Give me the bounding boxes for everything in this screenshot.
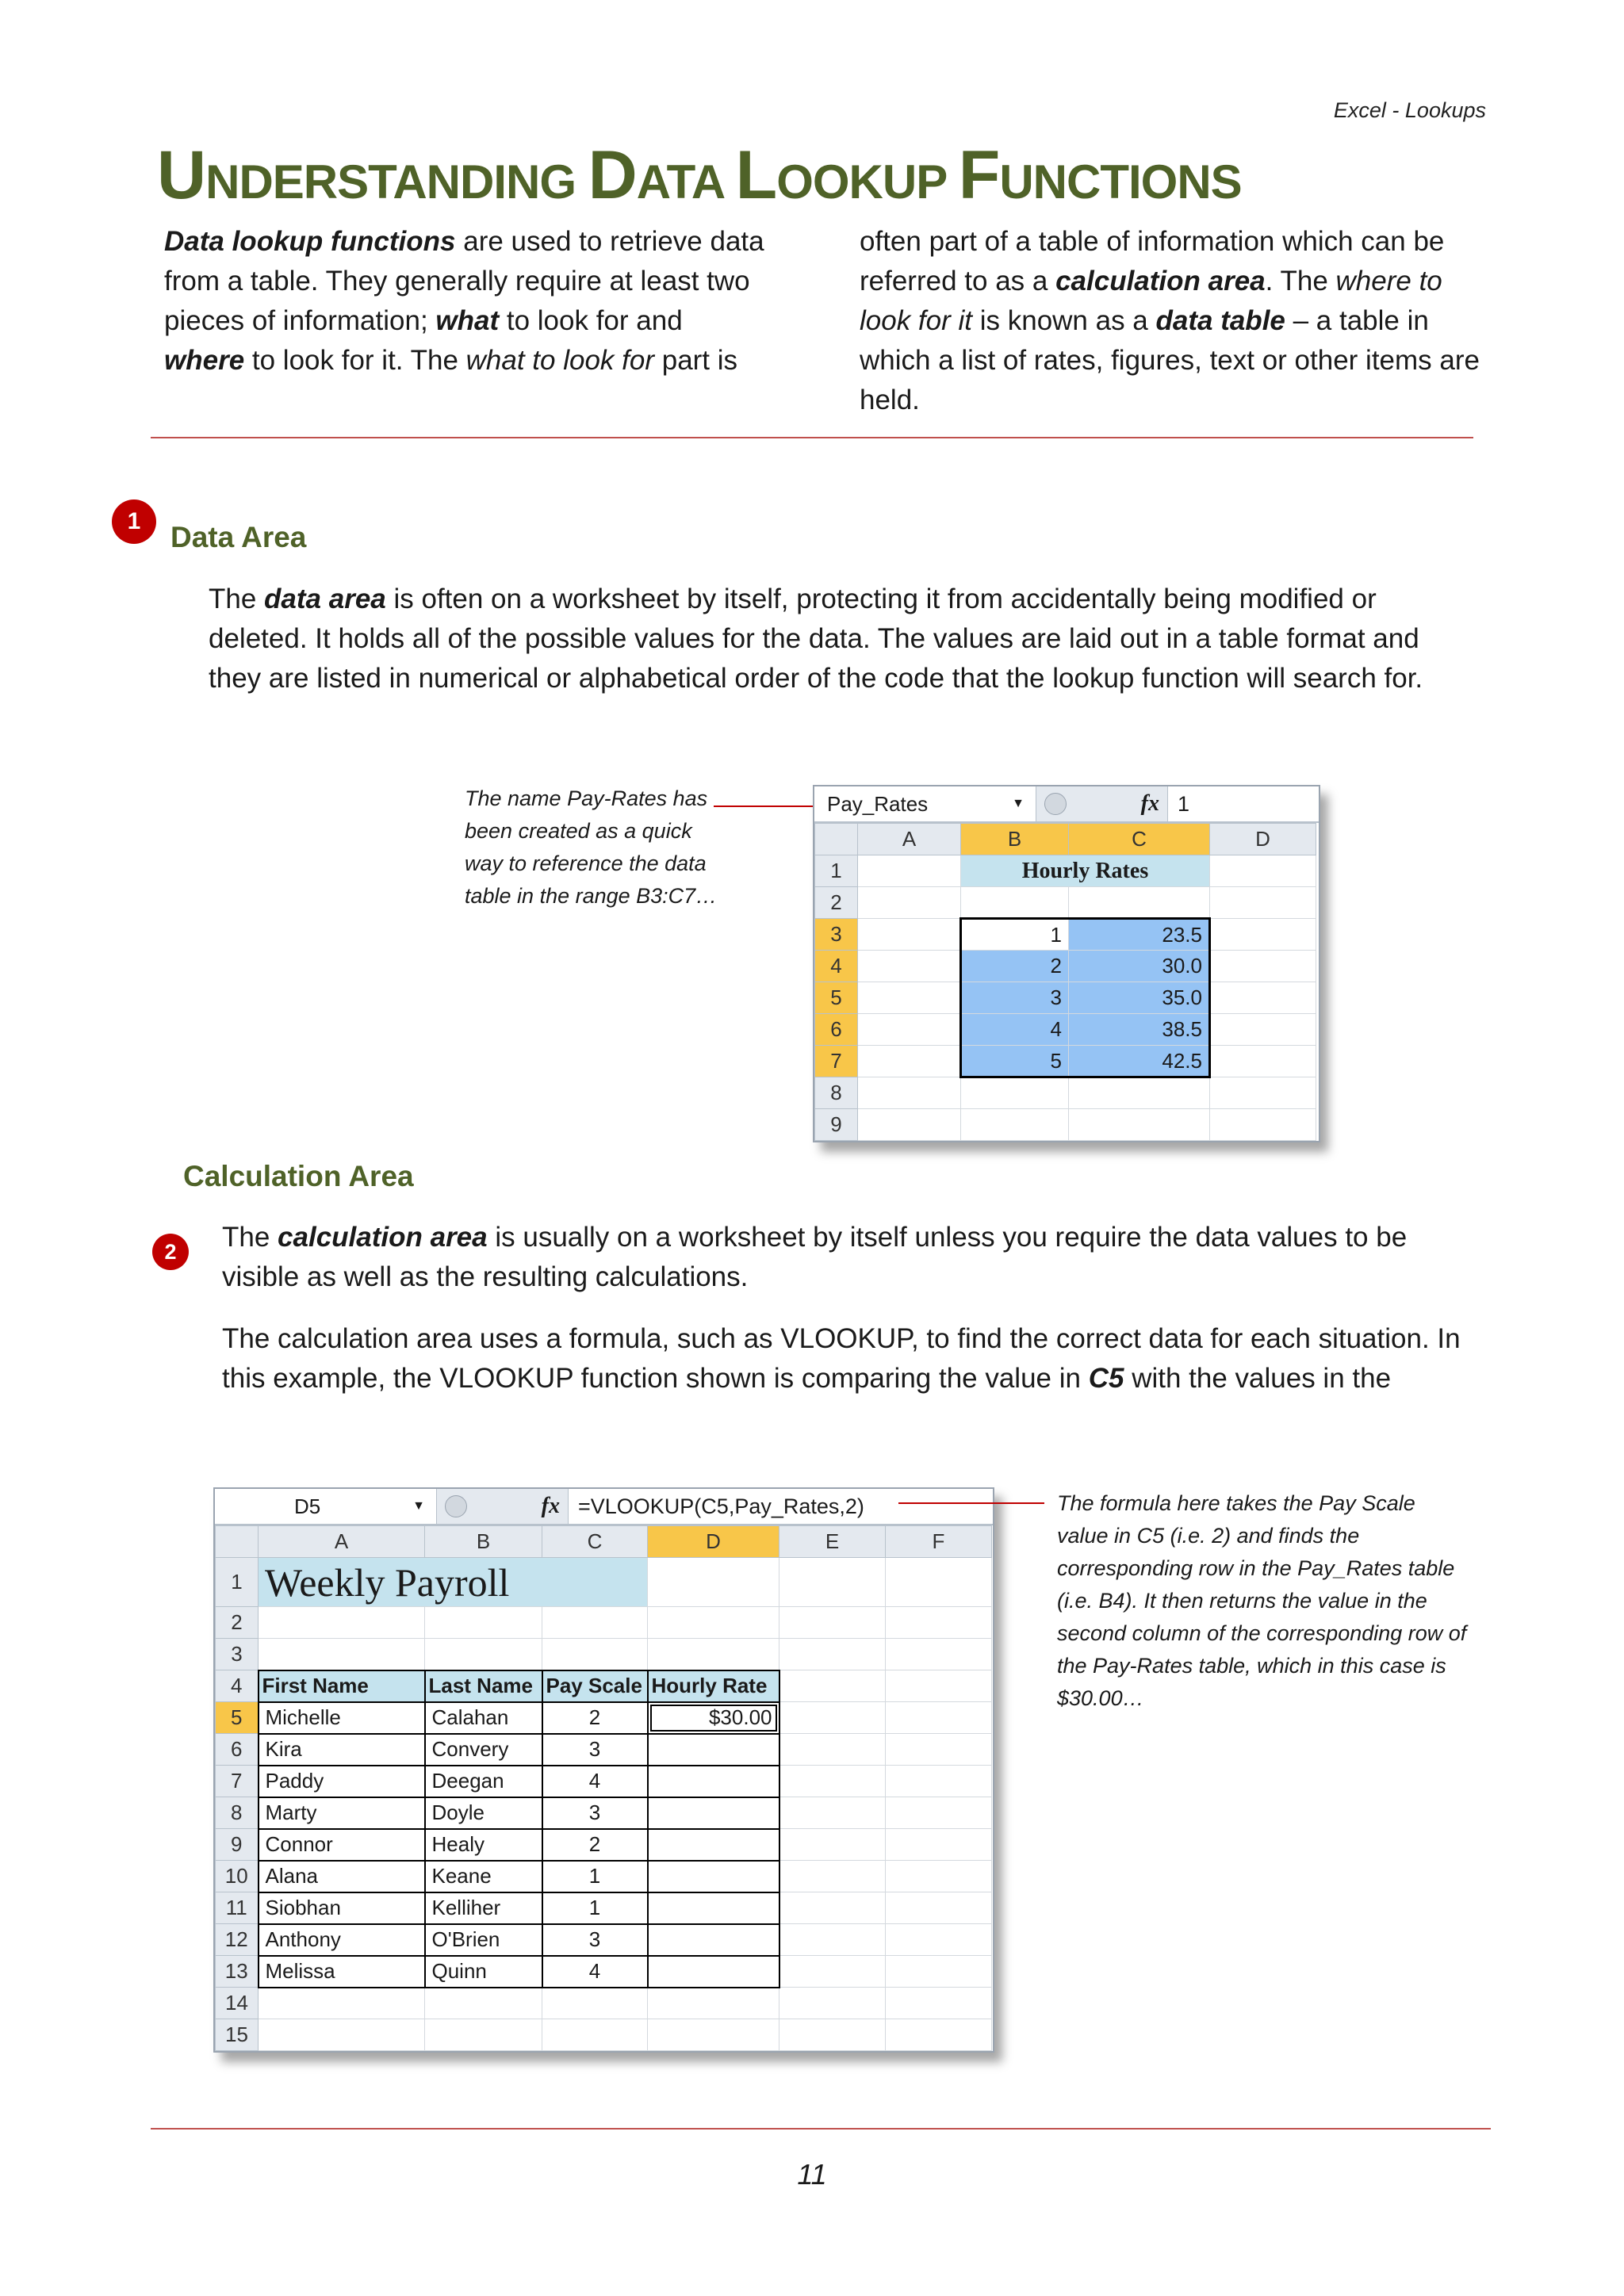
pay-scale-cell[interactable]: 3	[542, 1924, 648, 1956]
section-heading-data-area: Data Area	[170, 521, 307, 553]
cell[interactable]	[886, 1829, 992, 1861]
cell[interactable]	[259, 1607, 425, 1639]
text-run: data area	[264, 584, 386, 614]
pay-scale-cell[interactable]: 1	[542, 1892, 648, 1924]
table-row	[216, 1734, 992, 1766]
pay-scale-cell[interactable]: 2	[542, 1829, 648, 1861]
cell[interactable]	[1210, 887, 1316, 919]
hourly-rate-cell[interactable]: $30.00	[648, 1702, 779, 1734]
cell[interactable]	[858, 887, 961, 919]
last-name-cell[interactable]: Deegan	[425, 1766, 542, 1797]
table-row	[216, 1829, 992, 1861]
table-title-cell[interactable]: Hourly Rates	[961, 855, 1210, 887]
last-name-cell[interactable]: Healy	[425, 1829, 542, 1861]
first-name-cell[interactable]: Anthony	[259, 1924, 425, 1956]
cell[interactable]	[779, 1924, 886, 1956]
text-run: to look for and	[499, 305, 683, 336]
cell[interactable]	[961, 887, 1069, 919]
cell[interactable]: 1	[961, 919, 1069, 951]
pay-scale-cell[interactable]: 4	[542, 1766, 648, 1797]
title-rest: NDERSTANDING	[205, 155, 588, 209]
first-name-cell[interactable]: Connor	[259, 1829, 425, 1861]
cell[interactable]	[259, 1639, 425, 1670]
worksheet-grid	[814, 823, 1316, 1141]
title-initial: L	[735, 137, 777, 213]
name-box-value: Pay_Rates	[827, 791, 929, 816]
table-row	[815, 1014, 1316, 1046]
cell[interactable]	[886, 1892, 992, 1924]
row-header[interactable]: 9	[815, 1109, 858, 1141]
cell[interactable]: 2	[961, 951, 1069, 982]
last-name-cell[interactable]: Convery	[425, 1734, 542, 1766]
text-run: where	[164, 345, 245, 376]
first-name-cell[interactable]: Kira	[259, 1734, 425, 1766]
text-run: is often on a worksheet by itself, protecting it from accidentally being modified or deleted. It holds all of the possible values for the data. The values are laid out in a table format and they are listed in numerical or alphabetical order of the code that the lookup function will search for.	[209, 584, 1423, 694]
text-run: part is	[654, 345, 738, 376]
cell[interactable]	[779, 1702, 886, 1734]
text-run: C5	[1088, 1363, 1124, 1394]
resize-handle-icon[interactable]	[1044, 793, 1067, 815]
hourly-rate-cell[interactable]	[648, 1956, 779, 1988]
dropdown-arrow-icon[interactable]: ▼	[412, 1499, 425, 1513]
text-run: to look for it. The	[244, 345, 466, 376]
text-run: The	[222, 1222, 278, 1253]
hourly-rate-cell[interactable]	[648, 1924, 779, 1956]
cell[interactable]	[425, 1607, 542, 1639]
cell[interactable]	[779, 1639, 886, 1670]
worksheet-grid	[215, 1525, 992, 2051]
first-name-cell[interactable]: Marty	[259, 1797, 425, 1829]
row-header[interactable]: 8	[815, 1077, 858, 1109]
row-header[interactable]: 15	[216, 2019, 259, 2051]
cell[interactable]	[1210, 982, 1316, 1014]
text-run: what	[435, 305, 500, 336]
cell[interactable]	[425, 1988, 542, 2019]
select-all-corner[interactable]	[815, 824, 858, 855]
row-header[interactable]: 5	[815, 982, 858, 1014]
cell[interactable]	[259, 2019, 425, 2051]
row-header[interactable]: 13	[216, 1956, 259, 1988]
cell[interactable]	[779, 1892, 886, 1924]
cell[interactable]	[425, 2019, 542, 2051]
calculation-area-paragraph-2	[222, 1319, 1491, 1399]
cell[interactable]	[886, 1956, 992, 1988]
table-row	[216, 1702, 992, 1734]
cell[interactable]	[542, 1988, 648, 2019]
cell[interactable]	[542, 1607, 648, 1639]
pay-scale-cell[interactable]: 4	[542, 1956, 648, 1988]
cell[interactable]	[779, 1956, 886, 1988]
cell[interactable]	[858, 1014, 961, 1046]
row-header[interactable]: 3	[216, 1639, 259, 1670]
formula-input[interactable]: =VLOOKUP(C5,Pay_Rates,2)	[578, 1494, 864, 1518]
cell[interactable]	[961, 1109, 1069, 1141]
text-run: what to look for	[465, 345, 654, 376]
pay-rates-spreadsheet	[813, 785, 1320, 1142]
row-header[interactable]: 4	[216, 1670, 259, 1702]
row-header[interactable]: 2	[216, 1607, 259, 1639]
title-rest: OOKUP	[776, 155, 959, 209]
cell[interactable]: 4	[961, 1014, 1069, 1046]
calculation-area-paragraph-1	[222, 1218, 1491, 1297]
text-run: with the values in the	[1124, 1363, 1392, 1394]
row-header[interactable]: 4	[815, 951, 858, 982]
name-box-value: D5	[294, 1494, 321, 1518]
cell[interactable]	[1210, 951, 1316, 982]
table-row	[815, 855, 1316, 887]
column-title-cell[interactable]: First Name	[259, 1670, 425, 1702]
formula-bar	[215, 1489, 993, 1525]
cell[interactable]	[779, 1829, 886, 1861]
row-header[interactable]: 7	[815, 1046, 858, 1077]
cell[interactable]	[779, 1988, 886, 2019]
select-all-corner[interactable]	[216, 1526, 259, 1558]
pay-scale-cell[interactable]: 3	[542, 1797, 648, 1829]
vlookup-callout: The formula here takes the Pay Scale value in C5 (i.e. 2) and finds the corresponding row in the Pay_Rates table (i.e. B4). It then returns the value in the second column of the corresponding row of the Pay-Rates table, which in this case is $30.00…	[1057, 1491, 1467, 1710]
step-badge-2: 2	[152, 1234, 189, 1270]
text-run: is usually on a worksheet by itself unless you require the data values to be visible as well as the resulting calculations.	[222, 1222, 1408, 1292]
table-row	[815, 1046, 1316, 1077]
row-header[interactable]: 7	[216, 1766, 259, 1797]
row-header[interactable]: 10	[216, 1861, 259, 1892]
intro-left-column	[164, 222, 767, 381]
row-header[interactable]: 2	[815, 887, 858, 919]
pay-scale-cell[interactable]: 3	[542, 1734, 648, 1766]
row-header[interactable]: 1	[815, 855, 858, 887]
table-row	[815, 1109, 1316, 1141]
last-name-cell[interactable]: Doyle	[425, 1797, 542, 1829]
pay-scale-cell[interactable]: 2	[542, 1702, 648, 1734]
header-tag: Excel - Lookups	[1333, 98, 1486, 122]
pay-rates-callout: The name Pay-Rates has been created as a quick way to reference the data table in the range B3:C7…	[465, 786, 718, 908]
cell[interactable]	[858, 1077, 961, 1109]
cell[interactable]: 30.0	[1069, 951, 1210, 982]
cell[interactable]	[779, 1734, 886, 1766]
title-initial: U	[157, 137, 206, 213]
cell[interactable]: 23.5	[1069, 919, 1210, 951]
hourly-rate-cell[interactable]	[648, 1892, 779, 1924]
text-run: are used to retrieve data from a table. They generally require at least two pieces of information;	[164, 226, 764, 336]
cell[interactable]	[886, 1797, 992, 1829]
text-run: where to look for it	[860, 266, 1442, 336]
cell[interactable]	[648, 1607, 779, 1639]
cell[interactable]	[779, 1797, 886, 1829]
title-initial: D	[588, 137, 637, 213]
cell[interactable]	[886, 1702, 992, 1734]
text-run: data table	[1155, 305, 1285, 336]
column-header-D[interactable]: D	[1210, 824, 1316, 855]
cell[interactable]	[886, 1861, 992, 1892]
step-badge-1: 1	[112, 499, 156, 544]
section-divider	[151, 437, 1473, 438]
text-run: is known as a	[972, 305, 1156, 336]
cell[interactable]	[886, 1607, 992, 1639]
table-row	[815, 887, 1316, 919]
cell[interactable]	[1069, 887, 1210, 919]
name-box[interactable]	[215, 1489, 437, 1524]
text-run: calculation area	[1055, 266, 1266, 297]
last-name-cell[interactable]: Kelliher	[425, 1892, 542, 1924]
row-header[interactable]: 1	[216, 1558, 259, 1607]
cell[interactable]	[858, 1046, 961, 1077]
last-name-cell[interactable]: Quinn	[425, 1956, 542, 1988]
column-header-C[interactable]: C	[542, 1526, 648, 1558]
page-title	[157, 137, 1242, 213]
cell[interactable]	[1210, 1014, 1316, 1046]
function-area	[437, 1489, 569, 1524]
column-title-cell[interactable]: Last Name	[425, 1670, 542, 1702]
cell[interactable]: 3	[961, 982, 1069, 1014]
first-name-cell[interactable]: Paddy	[259, 1766, 425, 1797]
row-header[interactable]: 3	[815, 919, 858, 951]
table-row	[815, 951, 1316, 982]
cell[interactable]	[886, 1988, 992, 2019]
cell[interactable]	[961, 1077, 1069, 1109]
callout-pointer-line-2	[898, 1502, 1044, 1504]
column-header-E[interactable]: E	[779, 1526, 886, 1558]
table-row	[815, 919, 1316, 951]
cell[interactable]	[779, 2019, 886, 2051]
section-heading-calculation-area: Calculation Area	[183, 1160, 414, 1192]
row-header[interactable]: 8	[216, 1797, 259, 1829]
text-run: calculation area	[278, 1222, 488, 1253]
cell[interactable]: 42.5	[1069, 1046, 1210, 1077]
column-header-B[interactable]: B	[961, 824, 1069, 855]
data-area-paragraph	[209, 580, 1477, 698]
column-title-cell[interactable]: Hourly Rate	[648, 1670, 779, 1702]
column-header-A[interactable]: A	[858, 824, 961, 855]
cell[interactable]: 5	[961, 1046, 1069, 1077]
table-row	[216, 1924, 992, 1956]
cell[interactable]	[1210, 855, 1316, 887]
row-header[interactable]: 6	[216, 1734, 259, 1766]
cell[interactable]	[858, 919, 961, 951]
cell[interactable]	[858, 1109, 961, 1141]
cell[interactable]	[886, 1734, 992, 1766]
cell[interactable]	[648, 1988, 779, 2019]
table-row	[216, 1861, 992, 1892]
column-header-C[interactable]: C	[1069, 824, 1210, 855]
hourly-rate-cell[interactable]	[648, 1797, 779, 1829]
table-row	[216, 1766, 992, 1797]
title-rest: ATA	[636, 155, 736, 209]
intro-right-column	[860, 222, 1494, 420]
cell[interactable]	[542, 2019, 648, 2051]
cell[interactable]: 38.5	[1069, 1014, 1210, 1046]
cell[interactable]	[779, 1670, 886, 1702]
cell[interactable]	[886, 1924, 992, 1956]
text-run: often part of a table of information which can be referred to as a	[860, 226, 1445, 297]
pay-scale-cell[interactable]: 1	[542, 1861, 648, 1892]
cell[interactable]	[259, 1988, 425, 2019]
table-row	[216, 1892, 992, 1924]
cell[interactable]	[648, 2019, 779, 2051]
hourly-rate-cell[interactable]	[648, 1766, 779, 1797]
text-run: – a table in which a list of rates, figures, text or other items are held.	[860, 305, 1480, 415]
first-name-cell[interactable]: Alana	[259, 1861, 425, 1892]
function-area	[1036, 786, 1168, 821]
last-name-cell[interactable]: Calahan	[425, 1702, 542, 1734]
row-header[interactable]: 12	[216, 1924, 259, 1956]
cell[interactable]	[648, 1639, 779, 1670]
first-name-cell[interactable]: Michelle	[259, 1702, 425, 1734]
dropdown-arrow-icon[interactable]: ▼	[1012, 797, 1025, 810]
cell[interactable]	[425, 1639, 542, 1670]
weekly-payroll-spreadsheet	[213, 1487, 994, 2053]
column-header-D[interactable]: D	[648, 1526, 779, 1558]
cell[interactable]	[886, 1670, 992, 1702]
row-header[interactable]: 6	[815, 1014, 858, 1046]
formula-bar	[814, 786, 1319, 823]
cell[interactable]	[886, 1558, 992, 1607]
insert-function-icon[interactable]: fx	[1140, 791, 1159, 816]
text-run: The calculation area uses a formula, such as VLOOKUP, to find the correct data for each situation. In this example, the VLOOKUP function shown is comparing the value in	[222, 1323, 1461, 1394]
cell[interactable]	[1210, 919, 1316, 951]
cell[interactable]: 35.0	[1069, 982, 1210, 1014]
page-number: 11	[797, 2158, 827, 2191]
text-run: Data lookup functions	[164, 226, 456, 257]
text-run: The	[209, 584, 265, 614]
cell[interactable]	[648, 1558, 779, 1607]
column-title-cell[interactable]: Pay Scale	[542, 1670, 648, 1702]
cell[interactable]	[1069, 1109, 1210, 1141]
insert-function-icon[interactable]: fx	[541, 1494, 560, 1518]
last-name-cell[interactable]: Keane	[425, 1861, 542, 1892]
last-name-cell[interactable]: O'Brien	[425, 1924, 542, 1956]
text-run: . The	[1265, 266, 1336, 297]
row-header[interactable]: 11	[216, 1892, 259, 1924]
cell[interactable]	[858, 855, 961, 887]
cell[interactable]	[858, 982, 961, 1014]
cell[interactable]	[779, 1558, 886, 1607]
hourly-rate-cell[interactable]	[648, 1829, 779, 1861]
table-row	[815, 1077, 1316, 1109]
table-row	[216, 1956, 992, 1988]
cell[interactable]	[779, 1766, 886, 1797]
title-rest: UNCTIONS	[999, 155, 1242, 209]
cell[interactable]	[886, 2019, 992, 2051]
column-header-A[interactable]: A	[259, 1526, 425, 1558]
table-row	[216, 1797, 992, 1829]
cell[interactable]	[1210, 1109, 1316, 1141]
footer-divider	[151, 2128, 1491, 2130]
cell[interactable]	[779, 1607, 886, 1639]
formula-input[interactable]: 1	[1178, 791, 1190, 816]
title-initial: F	[958, 137, 1000, 213]
first-name-cell[interactable]: Siobhan	[259, 1892, 425, 1924]
column-header-B[interactable]: B	[425, 1526, 542, 1558]
row-header[interactable]: 5	[216, 1702, 259, 1734]
cell[interactable]	[1069, 1077, 1210, 1109]
sheet-title-cell[interactable]: Weekly Payroll	[259, 1558, 648, 1607]
cell[interactable]	[1210, 1046, 1316, 1077]
cell[interactable]	[542, 1639, 648, 1670]
cell[interactable]	[779, 1861, 886, 1892]
name-box[interactable]	[814, 786, 1036, 821]
cell[interactable]	[886, 1766, 992, 1797]
first-name-cell[interactable]: Melissa	[259, 1956, 425, 1988]
row-header[interactable]: 14	[216, 1988, 259, 2019]
column-header-F[interactable]: F	[886, 1526, 992, 1558]
hourly-rate-cell[interactable]	[648, 1734, 779, 1766]
hourly-rate-cell[interactable]	[648, 1861, 779, 1892]
cell[interactable]	[1210, 1077, 1316, 1109]
resize-handle-icon[interactable]	[445, 1495, 467, 1517]
row-header[interactable]: 9	[216, 1829, 259, 1861]
cell[interactable]	[858, 951, 961, 982]
cell[interactable]	[886, 1639, 992, 1670]
table-row	[815, 982, 1316, 1014]
